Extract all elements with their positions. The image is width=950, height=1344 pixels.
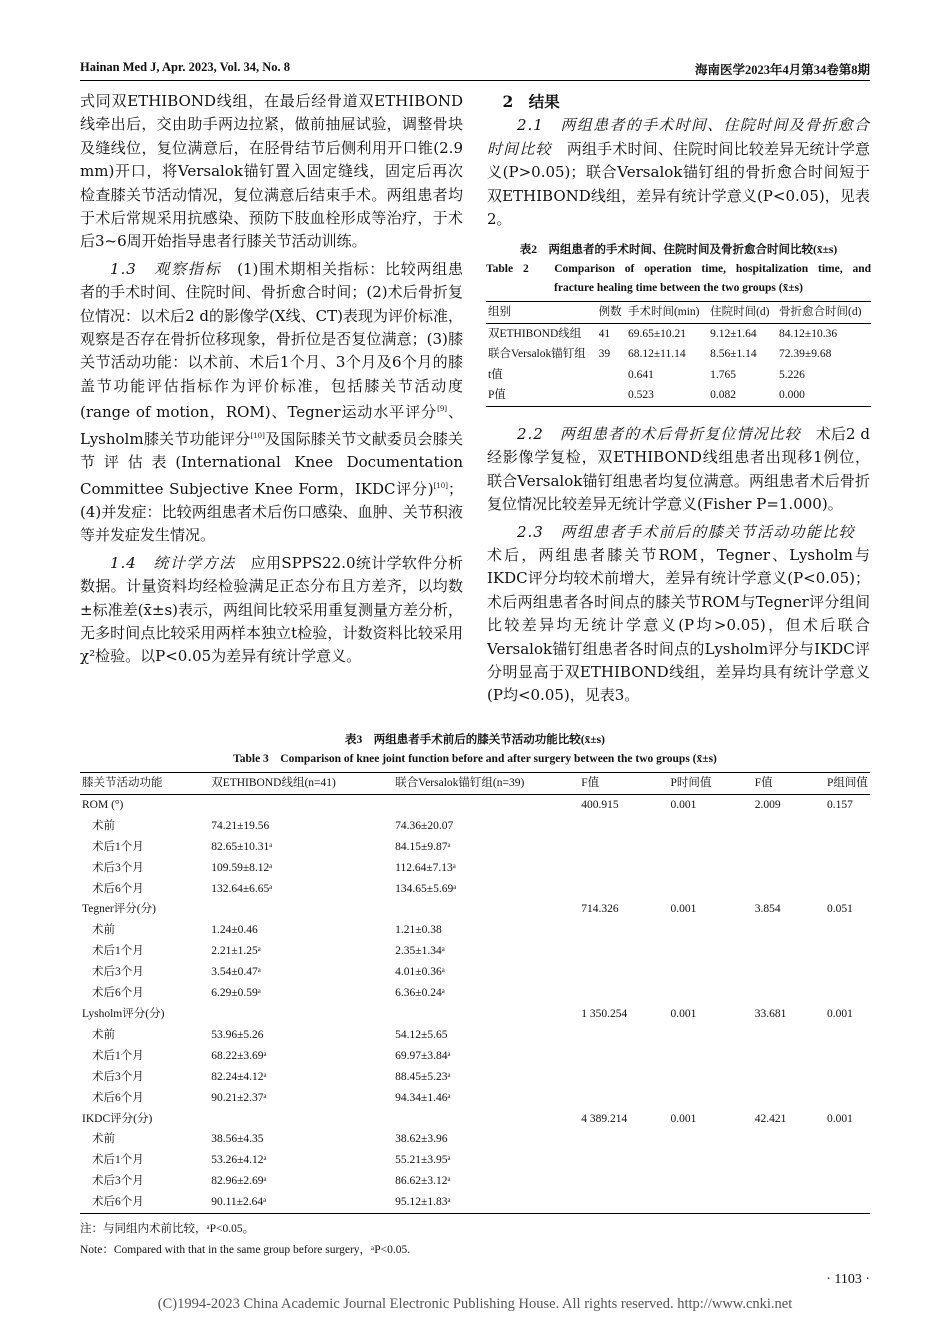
paragraph-surgery-end: 式同双ETHIBOND线组，在最后经骨道双ETHIBOND线牵出后，交由助手两边拉紧，做前抽屉试验，调整骨块及缝线位，复位满意后，在胫骨结节后侧利用开口锥(2.9 mm)开口，将Versalok锚钉置入固定缝线，固定后再次检查膝关节活动情况，复位满意后结束手术。两组患者均于术后常规采用抗感染、预防下肢血栓形成等治疗，于术后3~6周开始指导患者行膝关节活动训练。 xyxy=(80,92,463,251)
right-column xyxy=(487,90,870,235)
table-cell: 术后1个月 xyxy=(92,945,144,958)
table-row xyxy=(80,1171,870,1192)
table-cell xyxy=(393,794,579,815)
table-cell xyxy=(825,1192,870,1213)
table-cell: 0.001 xyxy=(670,903,697,916)
table-cell xyxy=(579,920,668,941)
subheading-2-1: 2.1 两组患者的手术时间、住院时间及骨折愈合时间比较 xyxy=(487,116,870,158)
table-cell xyxy=(597,385,626,406)
column-header: 组别 xyxy=(488,306,511,318)
table-cell xyxy=(825,962,870,983)
table-cell xyxy=(753,1025,825,1046)
header-rule xyxy=(80,80,870,81)
table-row xyxy=(80,1067,870,1088)
table-header-row xyxy=(486,302,871,324)
table-cell xyxy=(668,1171,752,1192)
table-row xyxy=(80,1129,870,1150)
table-cell: 134.65±5.69ᵃ xyxy=(395,882,457,895)
table-cell: 0.523 xyxy=(627,389,654,401)
table-cell: 53.96±5.26 xyxy=(211,1028,264,1041)
table-cell: 82.24±4.12ᵃ xyxy=(211,1070,267,1083)
subheading-2-2: 2.2 两组患者的术后骨折复位情况比较 xyxy=(517,425,801,443)
table-cell xyxy=(393,1109,579,1130)
table-2-caption-cn: 表2 两组患者的手术时间、住院时间及骨折愈合时间比较(x̄±s) xyxy=(519,244,838,256)
table-cell: 2.21±1.25ᵃ xyxy=(211,945,261,958)
column-header: 膝关节活动功能 xyxy=(82,777,163,789)
column-header: P时间值 xyxy=(670,777,712,789)
table-cell xyxy=(753,879,825,900)
table-cell: 术前 xyxy=(92,1028,115,1041)
table-cell: 4.01±0.36ᵃ xyxy=(395,966,445,979)
table-cell: 术后3个月 xyxy=(92,1175,144,1188)
table-cell xyxy=(597,365,626,386)
table-cell xyxy=(579,879,668,900)
table-cell xyxy=(579,1129,668,1150)
table-cell: 74.21±19.56 xyxy=(211,819,270,832)
table-cell: 33.681 xyxy=(754,1007,787,1020)
table-cell xyxy=(668,1046,752,1067)
table-row xyxy=(80,962,870,983)
table-row xyxy=(486,365,871,386)
table-cell: 69.97±3.84ᵃ xyxy=(395,1049,451,1062)
table-cell: 0.000 xyxy=(779,389,805,401)
table-cell: 2.35±1.34ᵃ xyxy=(395,945,445,958)
table-2-caption-en-1: Table 2 Comparison of operation time, hospitalization time, and xyxy=(486,263,871,275)
table-cell: 84.12±10.36 xyxy=(779,327,838,340)
table-cell: 术后3个月 xyxy=(92,1070,144,1083)
table-cell: 0.001 xyxy=(670,1007,697,1020)
table-cell xyxy=(668,1088,752,1109)
table-cell xyxy=(668,1129,752,1150)
table-cell xyxy=(668,1192,752,1213)
table-cell: 0.001 xyxy=(670,798,697,811)
paragraph-2-1: 2.1 两组患者的手术时间、住院时间及骨折愈合时间比较 两组手术时间、住院时间比较差异无统计学意义(P>0.05)；联合Versalok锚钉组的骨折愈合时间短于双ETHIBOND线组，差异有统计学意义(P<0.05)，见表2。 xyxy=(487,116,870,229)
table-cell: 术后6个月 xyxy=(92,987,144,1000)
table-cell xyxy=(668,837,752,858)
table-cell xyxy=(668,941,752,962)
table-cell xyxy=(825,1067,870,1088)
table-cell: 55.21±3.95ᵃ xyxy=(395,1154,451,1167)
table-cell xyxy=(825,879,870,900)
table-cell: 术前 xyxy=(92,1133,115,1146)
column-header: 手术时间(min) xyxy=(627,306,700,318)
table-3-note-en: Note：Compared with that in the same group before surgery，ᵃP<0.05. xyxy=(80,1244,411,1257)
table-cell: 82.65±10.31ᵃ xyxy=(211,840,273,853)
table-cell xyxy=(825,1129,870,1150)
table-cell: 42.421 xyxy=(754,1112,787,1125)
table-cell xyxy=(753,858,825,879)
table-cell xyxy=(579,816,668,837)
table-cell: 109.59±8.12ᵃ xyxy=(211,861,273,874)
table-cell: 5.226 xyxy=(779,368,805,381)
table-cell xyxy=(579,1150,668,1171)
table-row xyxy=(80,1109,870,1130)
table-row xyxy=(80,983,870,1004)
table-cell xyxy=(668,1025,752,1046)
table-cell xyxy=(753,1192,825,1213)
table-cell: 术后3个月 xyxy=(92,966,144,979)
paragraph-2-2: 2.2 两组患者的术后骨折复位情况比较 术后2 d经影像学复检，双ETHIBOND线组患者出现移1例位，联合Versalok锚钉组患者均复位满意。两组患者术后骨折复位情况比较差异无统计学意义(Fisher P=1.000)。 xyxy=(487,425,870,514)
table-3-caption-en: Table 3 Comparison of knee joint function before and after surgery between the two groups (x̄±s) xyxy=(233,753,717,765)
table-cell: 69.65±10.21 xyxy=(627,327,687,340)
table-cell: 1 350.254 xyxy=(581,1007,628,1020)
table-cell xyxy=(579,1046,668,1067)
subheading-2-3: 2.3 两组患者手术前后的膝关节活动功能比较 xyxy=(517,522,855,541)
table-row xyxy=(80,816,870,837)
table-2-caption-en-2: fracture healing time between the two groups (x̄±s) xyxy=(554,282,803,294)
citation-10: [10] xyxy=(250,431,265,440)
table-cell: 88.45±5.23ᵃ xyxy=(395,1070,451,1083)
table-cell: 68.12±11.14 xyxy=(627,348,686,360)
table-cell: 1.24±0.46 xyxy=(211,924,258,937)
table-cell xyxy=(753,1171,825,1192)
table-row xyxy=(80,1004,870,1025)
table-cell xyxy=(753,920,825,941)
table-cell: 术后6个月 xyxy=(92,1196,144,1209)
page-number: · 1103 · xyxy=(826,1272,870,1287)
table-cell: 6.29±0.59ᵃ xyxy=(211,987,261,1000)
table-cell: 74.36±20.07 xyxy=(395,819,454,832)
table-cell xyxy=(393,1004,579,1025)
table-cell: 112.64±7.13ᵃ xyxy=(395,861,456,874)
table-cell: Tegner评分(分) xyxy=(82,903,156,916)
table-cell: 1.21±0.38 xyxy=(395,924,442,937)
table-cell xyxy=(753,816,825,837)
table-cell xyxy=(579,858,668,879)
table-cell xyxy=(825,1046,870,1067)
table-cell xyxy=(668,816,752,837)
table-cell xyxy=(393,899,579,920)
table-cell xyxy=(825,816,870,837)
table-cell: 90.11±2.64ᵃ xyxy=(211,1196,267,1209)
table-cell xyxy=(579,941,668,962)
table-cell xyxy=(209,794,393,815)
section-results-title: 2 结果 xyxy=(502,92,560,111)
column-header: 住院时间(d) xyxy=(710,306,770,318)
paragraph-statistics: 1.4 统计学方法 应用SPPS22.0统计学软件分析数据。计量资料均经检验满足正态分布且方差齐，以均数±标准差(x̄±s)表示，两组间比较采用重复测量方差分析，无多时间点比较采用两样本独立t检验，计数资料比较采用χ²检验。以P<0.05为差异有统计学意义。 xyxy=(80,553,464,666)
table-cell xyxy=(579,1192,668,1213)
table-cell: 8.56±1.14 xyxy=(710,348,757,360)
table-cell xyxy=(579,837,668,858)
table-cell: 术后6个月 xyxy=(92,1091,144,1104)
table-cell: 术后1个月 xyxy=(92,1049,144,1062)
paragraph-observation: 1.3 观察指标 (1)围术期相关指标：比较两组患者的手术时间、住院时间、骨折愈合时间；(2)术后骨折复位情况：以术后2 d的影像学(X线、CT)表现为评价标准，观察是否存在骨折位移现象，骨折位是否复位满意；(3)膝关节活动功能：以术前、术后1个月、3个月及6个月的膝盖节功能评估指标作为评价标准，包括膝关节活动度(range of motion，ROM)、Tegner运动水平评分[9]、Lysholm膝关节功能评分[10]及国际膝关节文献委员会膝关节评估表(International Knee Documentation Committee Subjective Knee Form，IKDC评分)[10]；(4)并发症：比较两组患者术后伤口感染、血肿、关节积液等并发症发生情况。 xyxy=(80,259,464,545)
table-row xyxy=(80,794,870,815)
table-cell: 联合Versalok锚钉组 xyxy=(488,348,586,360)
table-cell xyxy=(753,1150,825,1171)
table-cell: 53.26±4.12ᵃ xyxy=(211,1154,267,1167)
citation-10-b: [10] xyxy=(433,481,448,490)
paragraph-2-3: 2.3 两组患者手术前后的膝关节活动功能比较 术后，两组患者膝关节ROM，Tegner、Lysholm与IKDC评分均较术前增大，差异有统计学意义(P<0.05)；术后两组患者各时间点的膝关节ROM与Tegner评分组间比较差异均无统计学意义(P均>0.05)，但术后联合Versalok锚钉组患者各时间点的Lysholm评分与IKDC评分明显高于双ETHIBOND线组，差异均具有统计学意义(P均<0.05)，见表3。 xyxy=(487,522,870,705)
table-cell: 1.765 xyxy=(710,368,736,381)
citation-9: [9] xyxy=(437,405,448,414)
table-cell: 9.12±1.64 xyxy=(710,327,757,340)
table-cell: t值 xyxy=(488,368,503,381)
table-cell: 0.641 xyxy=(627,368,654,381)
column-header: P组间值 xyxy=(827,777,868,789)
table-cell: 38.56±4.35 xyxy=(211,1133,264,1146)
table-cell xyxy=(753,962,825,983)
table-cell xyxy=(668,879,752,900)
table-cell xyxy=(825,920,870,941)
table-row xyxy=(80,858,870,879)
table-cell xyxy=(825,941,870,962)
column-header: 双ETHIBOND线组(n=41) xyxy=(211,777,336,789)
table-cell xyxy=(753,837,825,858)
table-cell xyxy=(753,1067,825,1088)
table-cell: 3.854 xyxy=(754,903,781,916)
table-cell xyxy=(209,899,393,920)
table-3-note-cn: 注：与同组内术前比较，ᵃP<0.05。 xyxy=(80,1223,255,1236)
table-cell: 90.21±2.37ᵃ xyxy=(211,1091,267,1104)
table-cell: 4 389.214 xyxy=(581,1112,628,1125)
right-column-continued xyxy=(487,423,870,712)
table-cell: 术后1个月 xyxy=(92,840,144,853)
table-cell: 72.39±9.68 xyxy=(779,348,832,360)
table-row xyxy=(80,899,870,920)
table-row xyxy=(80,879,870,900)
table-cell: ROM (°) xyxy=(82,798,124,811)
table-row xyxy=(80,941,870,962)
table-cell xyxy=(668,983,752,1004)
column-header: 骨折愈合时间(d) xyxy=(779,306,862,318)
table-cell: 双ETHIBOND线组 xyxy=(488,327,582,340)
journal-header-right: 海南医学2023年4月第34卷第8期 xyxy=(694,63,870,77)
table-3-caption-cn: 表3 两组患者手术前后的膝关节活动功能比较(x̄±s) xyxy=(345,734,605,746)
table-cell: Lysholm评分(分) xyxy=(82,1007,165,1020)
table-row xyxy=(486,385,871,406)
table-3 xyxy=(80,731,870,1261)
table-cell: 82.96±2.69ᵃ xyxy=(211,1175,267,1188)
table-cell xyxy=(668,858,752,879)
subheading-1-4: 1.4 统计学方法 xyxy=(110,553,236,572)
table-row xyxy=(80,1192,870,1213)
table-cell xyxy=(668,1067,752,1088)
table-cell xyxy=(668,962,752,983)
table-cell: 54.12±5.65 xyxy=(395,1028,448,1041)
table-cell xyxy=(825,1150,870,1171)
table-cell xyxy=(668,920,752,941)
table-row xyxy=(486,323,871,344)
table-cell xyxy=(753,1088,825,1109)
table-cell: 41 xyxy=(598,327,611,340)
table-cell xyxy=(825,858,870,879)
table-cell xyxy=(753,1129,825,1150)
table-row xyxy=(80,1025,870,1046)
journal-header-left: Hainan Med J, Apr. 2023, Vol. 34, No. 8 xyxy=(80,60,290,74)
table-cell: 术前 xyxy=(92,924,115,937)
table-cell: 2.009 xyxy=(754,798,781,811)
table-row xyxy=(80,1046,870,1067)
table-cell: 400.915 xyxy=(581,798,619,811)
table-cell xyxy=(753,941,825,962)
table-cell: 术后1个月 xyxy=(92,1154,144,1167)
table-cell: IKDC评分(分) xyxy=(82,1112,153,1125)
table-cell xyxy=(825,1171,870,1192)
table-cell: 3.54±0.47ᵃ xyxy=(211,966,261,979)
table-cell: 术前 xyxy=(92,819,115,832)
table-row xyxy=(486,344,871,365)
table-cell: 132.64±6.65ᵃ xyxy=(211,882,273,895)
table-cell: 95.12±1.83ᵃ xyxy=(395,1196,451,1209)
table-cell: P值 xyxy=(488,389,506,401)
table-cell xyxy=(753,1046,825,1067)
table-cell: 6.36±0.24ᵃ xyxy=(395,987,445,1000)
table-header-row xyxy=(80,773,870,795)
left-column xyxy=(80,90,463,673)
column-header: F值 xyxy=(581,777,600,789)
column-header: F值 xyxy=(754,777,773,789)
table-cell: 39 xyxy=(598,348,611,360)
table-cell xyxy=(668,1150,752,1171)
table-row xyxy=(80,920,870,941)
table-cell: 0.001 xyxy=(827,1112,853,1125)
table-cell: 94.34±1.46ᵃ xyxy=(395,1091,451,1104)
table-cell: 84.15±9.87ᵃ xyxy=(395,840,451,853)
table-cell: 术后3个月 xyxy=(92,861,144,874)
table-cell: 0.082 xyxy=(710,389,736,401)
table-2-grid xyxy=(486,301,871,407)
table-cell xyxy=(825,983,870,1004)
table-3-grid xyxy=(80,772,870,1214)
table-cell xyxy=(753,983,825,1004)
cnki-footer: (C)1994-2023 China Academic Journal Electronic Publishing House. All rights reserved. http://www.cnki.net xyxy=(157,1296,793,1312)
column-header: 例数 xyxy=(598,306,622,318)
table-row xyxy=(80,1088,870,1109)
table-cell: 0.001 xyxy=(827,1007,853,1020)
table-cell: 86.62±3.12ᵃ xyxy=(395,1175,451,1188)
subheading-1-3: 1.3 观察指标 xyxy=(110,259,222,278)
table-cell: 0.051 xyxy=(827,903,853,916)
table-cell: 68.22±3.69ᵃ xyxy=(211,1049,267,1062)
column-header: 联合Versalok锚钉组(n=39) xyxy=(395,777,525,789)
table-row xyxy=(80,837,870,858)
table-cell: 0.157 xyxy=(827,798,853,811)
table-cell: 术后6个月 xyxy=(92,882,144,895)
table-cell xyxy=(579,983,668,1004)
table-cell xyxy=(209,1109,393,1130)
table-cell xyxy=(579,1171,668,1192)
table-cell xyxy=(579,962,668,983)
table-cell xyxy=(209,1004,393,1025)
table-cell: 0.001 xyxy=(670,1112,697,1125)
table-cell xyxy=(579,1088,668,1109)
table-row xyxy=(80,1150,870,1171)
table-cell xyxy=(579,1025,668,1046)
table-cell: 714.326 xyxy=(581,903,619,916)
table-cell xyxy=(825,837,870,858)
table-2 xyxy=(486,241,871,407)
table-cell xyxy=(579,1067,668,1088)
table-cell xyxy=(825,1025,870,1046)
table-cell: 38.62±3.96 xyxy=(395,1133,448,1146)
table-cell xyxy=(825,1088,870,1109)
